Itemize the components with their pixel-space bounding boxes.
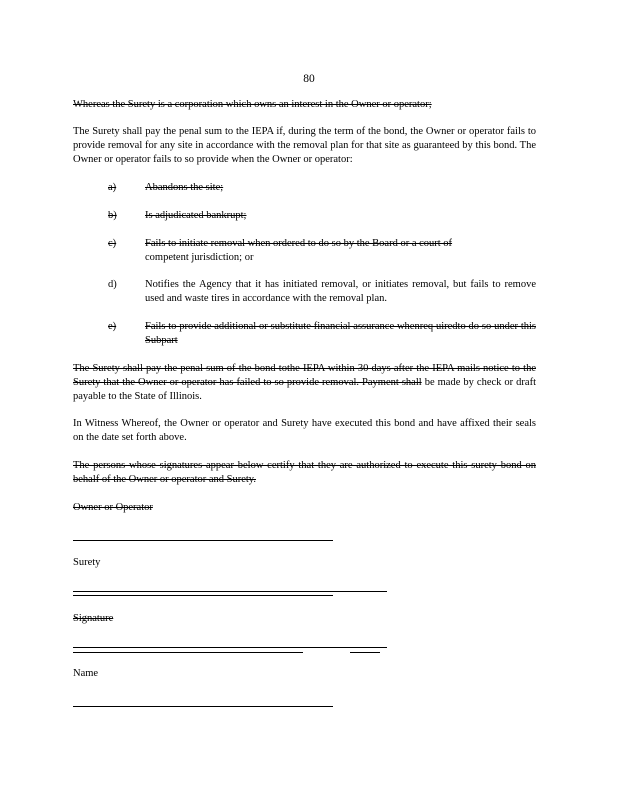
condition-letter: a) — [108, 182, 117, 193]
signature-line-left — [73, 652, 303, 653]
payment-text-cont: be made by check or draft payable to the State of Illinois. — [73, 377, 536, 402]
signature-line-right — [350, 652, 380, 653]
payment-text: The Surety shall pay the penal sum of the bond tothe IEPA within 30 days after the IEPA mails notice to the Surety that the Owner or operator has failed to so provide removal. Payment shall — [73, 363, 536, 388]
payment-paragraph — [73, 362, 536, 404]
condition-letter: d) — [108, 279, 117, 290]
condition-letter: e) — [108, 321, 117, 332]
surety-signature-line — [73, 591, 387, 592]
condition-text-cont: competent jurisdiction; or — [145, 252, 254, 263]
owner-signature-line — [73, 540, 333, 541]
condition-letter: c) — [108, 238, 117, 249]
whereas-clause: Whereas the Surety is a corporation which owns an interest in the Owner or operator; — [73, 99, 432, 110]
condition-text: Notifies the Agency that it has initiated removal, or initiates removal, but fails to remove used and waste tires in accordance with the removal plan. — [145, 279, 536, 304]
signature-label: Signature — [73, 613, 114, 624]
name-line — [73, 706, 333, 707]
signature-line — [73, 647, 387, 648]
condition-letter: b) — [108, 210, 117, 221]
intro-paragraph: The Surety shall pay the penal sum to the IEPA if, during the term of the bond, the Owner or operator fails to provide removal for any site in accordance with the removal plan for that site as guaranteed by this bond. The Owner or operator fails to so provide when the Owner or operator: — [73, 126, 536, 165]
owner-operator-label: Owner or Operator — [73, 502, 153, 513]
page-number: 80 — [303, 73, 315, 85]
surety-label: Surety — [73, 557, 101, 568]
condition-text: Fails to provide additional or substitute financial assurance whenreq uiredto do so under this Subpart — [145, 321, 536, 346]
witness-paragraph: In Witness Whereof, the Owner or operator and Surety have executed this bond and have affixed their seals on the date set forth above. — [73, 418, 536, 443]
name-label: Name — [73, 668, 99, 679]
certify-paragraph: The persons whose signatures appear below certify that they are authorized to execute this surety bond on behalf of the Owner or operator and Surety. — [73, 460, 536, 485]
condition-text: Fails to initiate removal when ordered to do so by the Board or a court of — [145, 238, 453, 249]
condition-text: Is adjudicated bankrupt; — [145, 210, 247, 221]
condition-c — [108, 237, 536, 267]
condition-text-block — [145, 237, 536, 265]
surety-signature-line-2 — [73, 595, 333, 596]
condition-text: Abandons the site; — [145, 182, 224, 193]
